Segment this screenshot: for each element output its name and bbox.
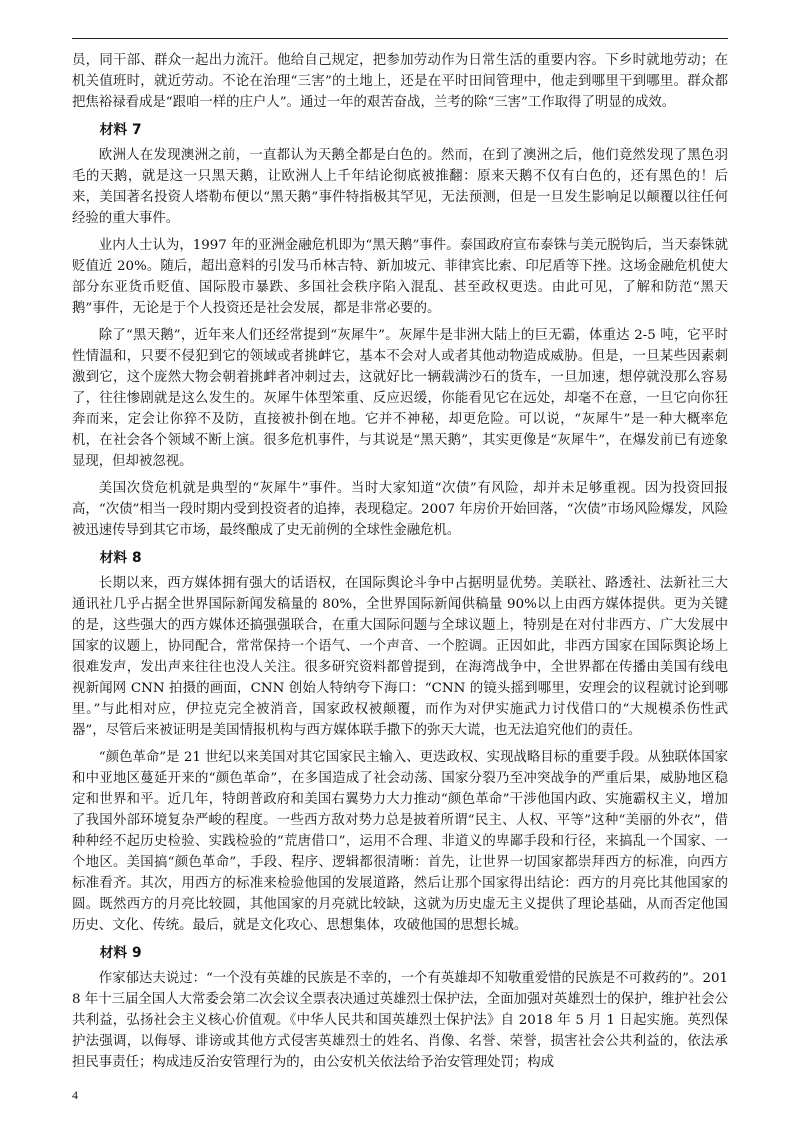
material7-paragraph-4: 美国次贷危机就是典型的“灰犀牛”事件。当时大家知道“次债”有风险，却并未足够重视。因为投资回报高，“次债”相当一段时期内受到投资者的追捧，表现稳定。2007 年房价开始回落，“次债”市场风险爆发，风险被迅速传导到其它市场，最终酿成了史无前例的全球性金融危机。 xyxy=(72,481,728,538)
header-rule xyxy=(72,38,728,39)
material8-heading: 材料 8 xyxy=(99,550,142,566)
page-content xyxy=(72,50,728,1079)
material8-paragraph-1: 长期以来，西方媒体拥有强大的话语权，在国际舆论斗争中占据明显优势。美联社、路透社、法新社三大通讯社几乎占据全世界国际新闻发稿量的 80%，全世界国际新闻供稿量 90%以上由西方媒体提供。更为关键的是，这些强大的西方媒体还搞强强联合，在重大国际问题与全球议题上，特别是在对付非西方、广大发展中国家的议题上，协同配合，常常保持一个语气、一个声音、一个腔调。正因如此，非西方国家在国际舆论场上很难发声，发出声来往往也没人关注。很多研究资料都曾提到，在海湾战争中，全世界都在传播由美国有线电视新闻网 CNN 拍摄的画面，CNN 创始人特纳夸下海口：“CNN 的镜头摇到哪里，安理会的议程就讨论到哪里。”与此相对应，伊拉克完全被消音，国家政权被颠覆，而作为对伊实施武力讨伐借口的“大规模杀伤性武器”，尽管后来被证明是美国情报机构与西方媒体联手撒下的弥天大谎，也无法追究他们的责任。 xyxy=(72,576,728,738)
intro-paragraph: 员，同干部、群众一起出力流汗。他给自己规定，把参加劳动作为日常生活的重要内容。下乡时就地劳动；在机关值班时，就近劳动。不论在治理“三害”的土地上，还是在平时田间管理中，他走到哪里干到哪里。群众都把焦裕禄看成是“跟咱一样的庄户人”。通过一年的艰苦奋战，兰考的除“三害”工作取得了明显的成效。 xyxy=(72,53,728,110)
material9-heading: 材料 9 xyxy=(99,945,142,961)
material7-paragraph-3: 除了“黑天鹅”，近年来人们还经常提到“灰犀牛”。灰犀牛是非洲大陆上的巨无霸，体重达 2-5 吨，它平时性情温和，只要不侵犯到它的领域或者挑衅它，基本不会对人或者其他动物造成威胁。但是，一旦某些因素刺激到它，这个庞然大物会朝着挑衅者冲刺过去，这就好比一辆载满沙石的货车，一旦加速，想停就没那么容易了，往往惨剧就是这么发生的。灰犀牛体型笨重、反应迟缓，你能看见它在远处，却毫不在意，一旦它向你狂奔而来，定会让你猝不及防，直接被扑倒在地。它并不神秘，却更危险。可以说，“灰犀牛”是一种大概率危机，在社会各个领域不断上演。很多危机事件，与其说是“黑天鹅”，其实更像是“灰犀牛”，在爆发前已有迹象显现，但却被忽视。 xyxy=(72,328,728,469)
material7-paragraph-1: 欧洲人在发现澳洲之前，一直都认为天鹅全都是白色的。然而，在到了澳洲之后，他们竟然发现了黑色羽毛的天鹅，就是这一只黑天鹅，让欧洲人上千年结论彻底被推翻：原来天鹅不仅有白色的，还有黑色的！后来，美国著名投资人塔勒布便以“黑天鹅”事件特指极其罕见，无法预测，但是一旦发生影响足以颠覆以往任何经验的重大事件。 xyxy=(72,148,728,226)
material9-paragraph-1: 作家郁达夫说过：“一个没有英雄的民族是不幸的，一个有英雄却不知敬重爱惜的民族是不可救药的”。2018 年十三届全国人大常委会第二次会议全票表决通过英雄烈士保护法，全面加强对英雄烈士的保护，维护社会公共利益，弘扬社会主义核心价值观。《中华人民共和国英雄烈士保护法》自 2018 年 5 月 1 日起实施。英烈保护法强调，以侮辱、诽谤或其他方式侵害英雄烈士的姓名、肖像、名誉、荣誉，损害社会公共利益的，依法承担民事责任；构成违反治安管理行为的，由公安机关依法给予治安管理处罚；构成 xyxy=(72,971,728,1070)
material7-paragraph-2: 业内人士认为，1997 年的亚洲金融危机即为“黑天鹅”事件。泰国政府宣布泰铢与美元脱钩后，当天泰铢就贬值近 20%。随后，超出意料的引发马币林吉特、新加坡元、菲律宾比索、印尼盾等下挫。这场金融危机使大部分东亚货币贬值、国际股市暴跌、多国社会秩序陷入混乱、甚至政权更迭。由此可见，了解和防范“黑天鹅”事件，无论是于个人投资还是社会发展，都是非常必要的。 xyxy=(72,238,728,316)
material7-heading: 材料 7 xyxy=(99,122,142,138)
page-number: 4 xyxy=(72,1088,78,1102)
material8-paragraph-2: “颜色革命”是 21 世纪以来美国对其它国家民主输入、更迭政权、实现战略目标的重要手段。从独联体国家和中亚地区蔓延开来的“颜色革命”，在多国造成了社会动荡、国家分裂乃至冲突战争的严重后果，威胁地区稳定和世界和平。近几年，特朗普政府和美国右翼势力大力推动“颜色革命”干涉他国内政、实施霸权主义，增加了我国外部环境复杂严峻的程度。一些西方敌对势力总是披着所谓“民主、人权、平等”这种“美丽的外衣”，借种种经不起历史检验、实践检验的“荒唐借口”，运用不合理、非道义的卑鄙手段和行径，来搞乱一个国家、一个地区。美国搞“颜色革命”，手段、程序、逻辑都很清晰：首先，让世界一切国家都崇拜西方的标准，向西方标准看齐。其次，用西方的标准来检验他国的发展道路，然后让那个国家得出结论：西方的月亮比其他国家的圆。既然西方的月亮比较圆，其他国家的月亮就比较缺，这就为历史虚无主义提供了理论基础，从而否定他国历史、文化、传统。最后，就是文化攻心、思想集体，攻破他国的思想长城。 xyxy=(72,750,728,933)
